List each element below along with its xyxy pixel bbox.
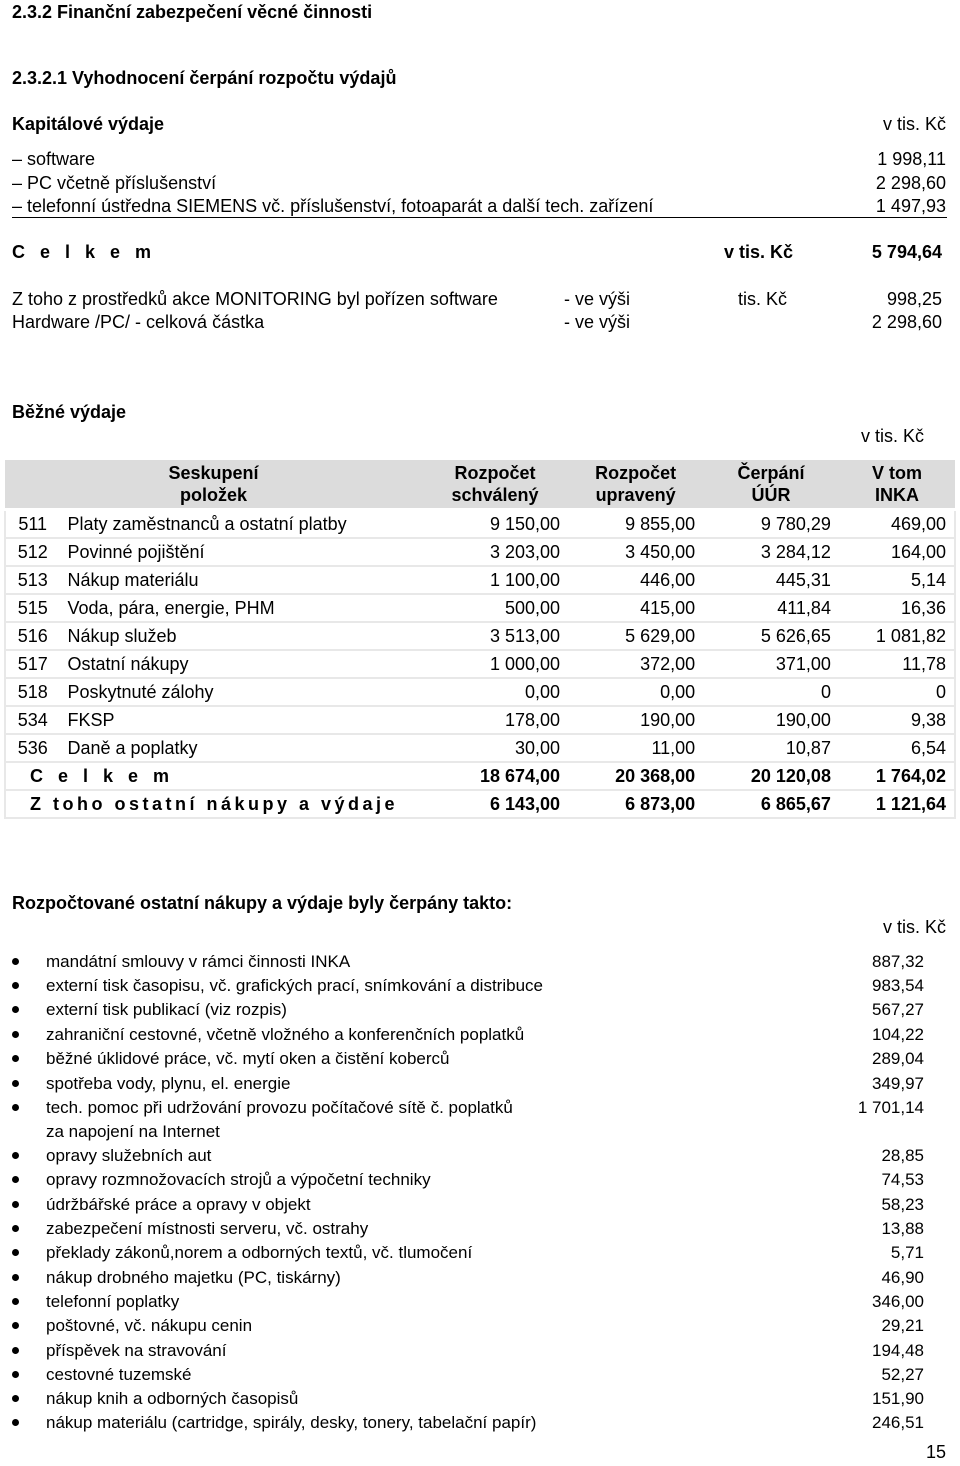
header-adjusted: Rozpočet upravený [568,460,703,510]
note-hardware-label: Hardware /PC/ - celková částka [12,312,265,332]
total-approved: 18 674,00 [422,762,568,790]
row-approved: 178,00 [422,706,568,734]
bullet-icon [12,1031,19,1038]
row-approved: 30,00 [422,734,568,762]
row-name: Poskytnuté zálohy [59,678,422,706]
table-row [5,678,955,706]
row-inka: 16,36 [839,594,955,622]
bullet-icon [12,1298,19,1305]
row-code: 518 [5,678,59,706]
item-label: překlady zákonů,norem a odborných textů, vč. tlumočení [46,1243,473,1262]
row-adjusted: 11,00 [568,734,703,762]
other-inka: 1 121,64 [839,790,955,818]
note-software-mid: - ve výši [564,289,631,309]
capital-title: Kapitálové výdaje [12,114,165,134]
bullet-icon [12,1152,19,1159]
row-inka: 0 [839,678,955,706]
item-label: příspěvek na stravování [46,1341,227,1360]
bullet-icon [12,1080,19,1087]
bullet-icon [12,1176,19,1183]
item-label: zabezpečení místnosti serveru, vč. ostrahy [46,1219,369,1238]
item-value: 5,71 [890,1243,924,1262]
row-inka: 164,00 [839,538,955,566]
page-number: 15 [925,1442,946,1462]
row-name: Povinné pojištění [59,538,422,566]
bullet-icon [12,1104,19,1111]
other-adjusted: 6 873,00 [568,790,703,818]
row-approved: 1 000,00 [422,650,568,678]
bullet-icon [12,1347,19,1354]
other-spent: 6 865,67 [703,790,839,818]
row-name: Ostatní nákupy [59,650,422,678]
row-spent: 411,84 [703,594,839,622]
table-row [5,566,955,594]
item-value: 349,97 [872,1074,924,1093]
item-label: zahraniční cestovné, včetně vložného a konferenčních poplatků [46,1025,525,1044]
item-label: opravy rozmnožovacích strojů a výpočetní techniky [46,1170,431,1189]
row-spent: 3 284,12 [703,538,839,566]
item-label: tech. pomoc při udržování provozu počítačové sítě č. poplatků [46,1098,513,1117]
row-spent: 371,00 [703,650,839,678]
bullet-icon [12,1371,19,1378]
row-inka: 6,54 [839,734,955,762]
row-inka: 9,38 [839,706,955,734]
row-inka: 1 081,82 [839,622,955,650]
total-label: C e l k e m [5,762,422,790]
other-approved: 6 143,00 [422,790,568,818]
item-value: 289,04 [872,1049,924,1068]
row-adjusted: 9 855,00 [568,510,703,539]
table-row [5,734,955,762]
header-approved: Rozpočet schválený [422,460,568,510]
item-label: nákup materiálu (cartridge, spirály, desky, tonery, tabelační papír) [46,1413,537,1432]
row-name: Daně a poplatky [59,734,422,762]
row-adjusted: 372,00 [568,650,703,678]
item-label: údržbářské práce a opravy v objekt [46,1195,311,1214]
row-name: Nákup materiálu [59,566,422,594]
item-value: 58,23 [881,1195,924,1214]
row-adjusted: 446,00 [568,566,703,594]
item-value: 983,54 [872,976,924,995]
row-spent: 0 [703,678,839,706]
item-value: 29,21 [881,1316,924,1335]
table-header-row [5,460,955,510]
row-inka: 5,14 [839,566,955,594]
table-total-row [5,762,955,790]
item-value: 246,51 [872,1413,924,1432]
row-code: 534 [5,706,59,734]
row-code: 517 [5,650,59,678]
row-spent: 10,87 [703,734,839,762]
row-name: Voda, pára, energie, PHM [59,594,422,622]
row-inka: 469,00 [839,510,955,539]
item-label: mandátní smlouvy v rámci činnosti INKA [46,952,351,971]
item-label: nákup knih a odborných časopisů [46,1389,299,1408]
row-name: Platy zaměstnanců a ostatní platby [59,510,422,539]
row-inka: 11,78 [839,650,955,678]
bullet-icon [12,1006,19,1013]
subsection-heading: 2.3.2.1 Vyhodnocení čerpání rozpočtu výdajů [12,68,397,88]
capital-item-label: – PC včetně příslušenství [12,173,217,193]
item-label: za napojení na Internet [46,1122,220,1141]
row-name: Nákup služeb [59,622,422,650]
table-row [5,594,955,622]
total-inka: 1 764,02 [839,762,955,790]
row-adjusted: 5 629,00 [568,622,703,650]
total-adjusted: 20 368,00 [568,762,703,790]
item-label: externí tisk časopisu, vč. grafických prací, snímkování a distribuce [46,976,543,995]
item-label: běžné úklidové práce, vč. mytí oken a čistění koberců [46,1049,450,1068]
item-value: 104,22 [872,1025,924,1044]
capital-item-value: 1 497,93 [875,196,946,216]
item-value: 28,85 [881,1146,924,1165]
row-name: FKSP [59,706,422,734]
current-unit: v tis. Kč [860,426,924,446]
note-hardware-mid: - ve výši [564,312,631,332]
row-spent: 190,00 [703,706,839,734]
row-code: 515 [5,594,59,622]
current-title: Běžné výdaje [12,402,127,422]
capital-total-unit: v tis. Kč [724,242,794,262]
table-row [5,510,955,539]
item-label: cestovné tuzemské [46,1365,192,1384]
spending-title: Rozpočtované ostatní nákupy a výdaje byly čerpány takto: [12,893,513,913]
row-approved: 500,00 [422,594,568,622]
bullet-icon [12,1249,19,1256]
bullet-icon [12,1274,19,1281]
item-value: 346,00 [872,1292,924,1311]
bullet-icon [12,982,19,989]
item-label: nákup drobného majetku (PC, tiskárny) [46,1268,341,1287]
item-value: 46,90 [881,1268,924,1287]
item-value: 52,27 [881,1365,924,1384]
note-software-unit: tis. Kč [738,289,788,309]
item-label: externí tisk publikací (viz rozpis) [46,1000,287,1019]
row-approved: 0,00 [422,678,568,706]
table-row [5,538,955,566]
bullet-icon [12,1322,19,1329]
table-other-row [5,790,955,818]
table-row [5,706,955,734]
header-spent: Čerpání ÚÚR [703,460,839,510]
capital-unit: v tis. Kč [882,114,946,134]
item-value: 1 701,14 [857,1098,924,1117]
bullet-icon [12,1395,19,1402]
current-expenses-table [4,460,956,819]
item-value: 887,32 [872,952,924,971]
row-approved: 3 513,00 [422,622,568,650]
row-spent: 9 780,29 [703,510,839,539]
other-label: Z toho ostatní nákupy a výdaje [5,790,422,818]
note-software-label: Z toho z prostředků akce MONITORING byl pořízen software [12,289,498,309]
row-approved: 9 150,00 [422,510,568,539]
row-adjusted: 415,00 [568,594,703,622]
capital-total-label: C e l k e m [12,242,157,262]
capital-item-label: – software [12,149,96,169]
item-value: 567,27 [872,1000,924,1019]
capital-item-value: 1 998,11 [877,149,946,169]
total-divider [12,217,947,218]
capital-item-value: 2 298,60 [875,173,946,193]
header-inka: V tom INKA [839,460,955,510]
item-label: poštovné, vč. nákupu cenin [46,1316,253,1335]
bullet-icon [12,1055,19,1062]
item-label: telefonní poplatky [46,1292,180,1311]
item-value: 194,48 [872,1341,924,1360]
item-value: 13,88 [881,1219,924,1238]
bullet-icon [12,1201,19,1208]
row-approved: 3 203,00 [422,538,568,566]
row-adjusted: 3 450,00 [568,538,703,566]
bullet-icon [12,958,19,965]
row-code: 536 [5,734,59,762]
header-group: Seskupení položek [5,460,422,510]
row-adjusted: 0,00 [568,678,703,706]
row-code: 511 [5,510,59,539]
table-row [5,650,955,678]
row-code: 513 [5,566,59,594]
section-heading: 2.3.2 Finanční zabezpečení věcné činnosti [12,2,373,22]
row-code: 516 [5,622,59,650]
total-spent: 20 120,08 [703,762,839,790]
bullet-icon [12,1225,19,1232]
row-spent: 445,31 [703,566,839,594]
row-code: 512 [5,538,59,566]
item-value: 151,90 [872,1389,924,1408]
row-spent: 5 626,65 [703,622,839,650]
bullet-icon [12,1419,19,1426]
item-label: spotřeba vody, plynu, el. energie [46,1074,291,1093]
row-adjusted: 190,00 [568,706,703,734]
capital-total-value: 5 794,64 [871,242,942,262]
note-hardware-value: 2 298,60 [871,312,942,332]
spending-unit: v tis. Kč [882,917,946,937]
capital-item-label: – telefonní ústředna SIEMENS vč. příslušenství, fotoaparát a další tech. zařízení [12,196,654,216]
note-software-value: 998,25 [886,289,942,309]
item-value: 74,53 [881,1170,924,1189]
item-label: opravy služebních aut [46,1146,212,1165]
table-row [5,622,955,650]
row-approved: 1 100,00 [422,566,568,594]
